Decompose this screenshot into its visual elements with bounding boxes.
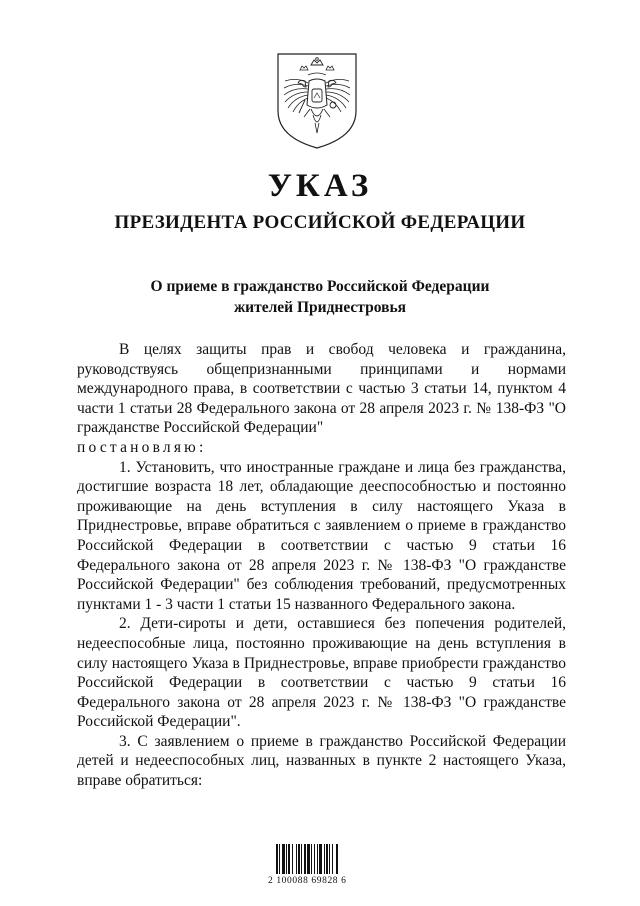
barcode-bar	[298, 844, 300, 874]
decree-heading-line-1: О приеме в гражданство Российской Федерации	[150, 278, 490, 295]
clause-3-paragraph: 3. С заявлением о приеме в гражданство Российской Федерации детей и недееспособных лиц, названных в пункте 2 настоящего Указа, вправе обратиться:	[77, 732, 566, 790]
barcode-bar	[301, 844, 302, 874]
coat-of-arms-emblem	[275, 51, 359, 151]
barcode-bar	[336, 844, 338, 874]
barcode-bar	[319, 844, 322, 874]
barcode-bar	[292, 844, 293, 874]
clause-2-paragraph: 2. Дети-сироты и дети, оставшиеся без попечения родителей, недееспособные лица, постоянно проживающие на день вступления в силу настоящего Указа в Приднестровье, вправе приобрести гражданство Российской Федерации в соответствии с частью 9 статьи 16 Федерального закона от 28 апреля 2023 г. № 138-ФЗ "О гражданстве Российской Федерации".	[77, 615, 566, 731]
barcode-bar	[296, 844, 297, 874]
decree-heading-line-2: жителей Приднестровья	[233, 299, 407, 316]
barcode-bar	[329, 844, 330, 874]
document-barcode	[272, 844, 368, 904]
russian-coat-of-arms-icon	[275, 51, 359, 151]
barcode-bar	[282, 844, 285, 874]
barcode-bar	[288, 844, 290, 874]
barcode-bar	[311, 844, 312, 874]
barcode-icon	[272, 844, 368, 876]
barcode-bar	[279, 844, 280, 874]
clause-1-paragraph: 1. Установить, что иностранные граждане и лица без гражданства, достигшие возраста 18 лет, обладающие дееспособностью и постоянно проживающие на день вступления в силу настоящего Указа в Приднестровье, вправе обратиться с заявлением о приеме в гражданство Российской Федерации в соответствии с частью 9 статьи 16 Федерального закона от 28 апреля 2023 г. № 138-ФЗ "О гражданстве Российской Федерации" без соблюдения требований, предусмотренных пунктами 1 - 3 части 1 статьи 15 названного Федерального закона.	[77, 458, 566, 613]
barcode-bar	[307, 844, 310, 874]
resolution-word: постановляю:	[77, 438, 207, 456]
barcode-bar	[314, 844, 315, 874]
barcode-bar	[286, 844, 287, 874]
decree-body	[77, 340, 566, 791]
decree-heading	[0, 276, 640, 318]
document-title: УКАЗ	[267, 168, 373, 204]
barcode-bar	[276, 844, 278, 874]
barcode-number: 2 100088 69828 6	[268, 876, 347, 886]
preamble-paragraph: В целях защиты прав и свобод человека и гражданина, руководствуясь общепризнанными принципами и нормами международного права, в соответствии с частью 3 статьи 14, пунктом 4 части 1 статьи 28 Федерального закона от 28 апреля 2023 г. № 138-ФЗ "О гражданстве Российской Федерации"	[77, 341, 566, 437]
document-subtitle: ПРЕЗИДЕНТА РОССИЙСКОЙ ФЕДЕРАЦИИ	[114, 212, 526, 233]
barcode-bar	[304, 844, 306, 874]
barcode-bar	[324, 844, 325, 874]
barcode-bar	[317, 844, 318, 874]
barcode-bar	[326, 844, 328, 874]
barcode-bar	[332, 844, 333, 874]
